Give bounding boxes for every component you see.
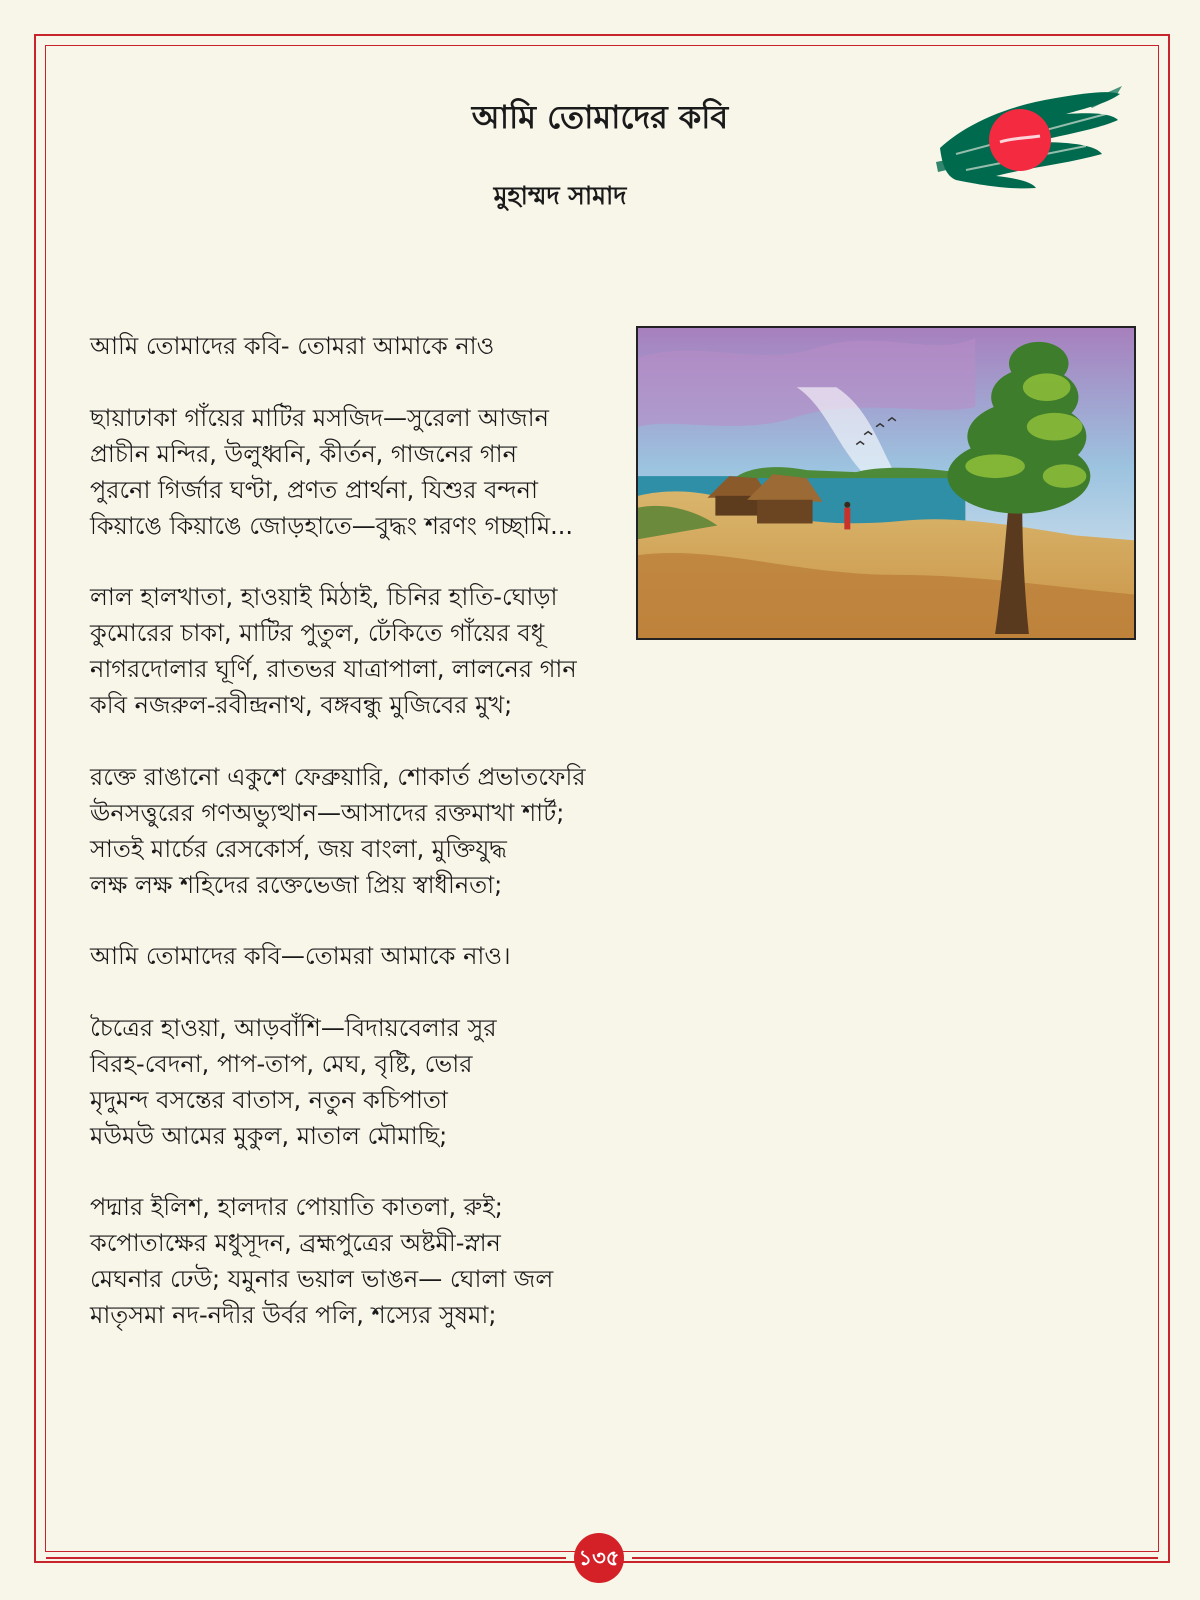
poem-author: মুহাম্মদ সামাদ [493, 181, 627, 210]
poem-line: ছায়াঢাকা গাঁয়ের মাটির মসজিদ—সুরেলা আজান [90, 403, 549, 432]
poem-line: রক্তে রাঙানো একুশে ফেব্রুয়ারি, শোকার্ত প্রভাতফেরি [90, 762, 586, 791]
stanza [90, 1189, 650, 1333]
poem-line: মৃদুমন্দ বসন্তের বাতাস, নতুন কচিপাতা [90, 1085, 448, 1114]
footer-rule-right [632, 1557, 1158, 1559]
poem-line: পুরনো গির্জার ঘণ্টা, প্রণত প্রার্থনা, যিশুর বন্দনা [90, 475, 538, 504]
stanza [90, 400, 650, 544]
stanza [90, 759, 650, 903]
poem-line: চৈত্রের হাওয়া, আড়বাঁশি—বিদায়বেলার সুর [90, 1013, 497, 1042]
poem-line: সাতই মার্চের রেসকোর্স, জয় বাংলা, মুক্তিযুদ্ধ [90, 834, 507, 863]
poem-line: কবি নজরুল-রবীন্দ্রনাথ, বঙ্গবন্ধু মুজিবের মুখ; [90, 691, 513, 719]
poem-line: আমি তোমাদের কবি—তোমরা আমাকে নাও। [90, 942, 511, 970]
poem-body [90, 328, 650, 1369]
poem-line: মেঘনার ঢেউ; যমুনার ভয়াল ভাঙন— ঘোলা জল [90, 1265, 554, 1293]
landscape-painting [636, 326, 1136, 640]
poem-line: প্রাচীন মন্দির, উলুধ্বনি, কীর্তন, গাজনের গান [90, 439, 517, 468]
poem-line: লক্ষ লক্ষ শহিদের রক্তেভেজা প্রিয় স্বাধীনতা; [90, 870, 503, 899]
footer-rule-left [46, 1557, 566, 1559]
poem-line: ঊনসত্তুরের গণঅভ্যুত্থান—আসাদের রক্তমাখা শার্ট; [90, 798, 565, 827]
poem-line: পদ্মার ইলিশ, হালদার পোয়াতি কাতলা, রুই; [90, 1193, 503, 1221]
stanza [90, 579, 650, 723]
poem-line: আমি তোমাদের কবি- তোমরা আমাকে নাও [90, 332, 495, 360]
page-footer [0, 1528, 1200, 1588]
poem-title: আমি তোমাদের কবি [471, 98, 729, 136]
poem-line: কপোতাক্ষের মধুসূদন, ব্রহ্মপুত্রের অষ্টমী-স্নান [90, 1229, 501, 1257]
page-number: ১৩৫ [574, 1533, 624, 1583]
stanza [90, 328, 650, 364]
poem-line: মাতৃসমা নদ-নদীর উর্বর পলি, শস্যের সুষমা; [90, 1301, 497, 1329]
poem-line: বিরহ-বেদনা, পাপ-তাপ, মেঘ, বৃষ্টি, ভোর [90, 1049, 473, 1078]
stanza [90, 938, 650, 974]
poem-line: মউমউ আমের মুকুল, মাতাল মৌমাছি; [90, 1121, 448, 1150]
poem-line: নাগরদোলার ঘূর্ণি, রাতভর যাত্রাপালা, লালনের গান [90, 655, 577, 683]
stanza [90, 1010, 650, 1154]
poem-line: কিয়াঙে কিয়াঙে জোড়হাতে—বুদ্ধং শরণং গচ্ছামি... [90, 511, 574, 540]
poem-line: লাল হালখাতা, হাওয়াই মিঠাই, চিনির হাতি-ঘোড়া [90, 583, 558, 611]
bangladesh-flag-icon [936, 84, 1124, 196]
poem-line: কুমোরের চাকা, মাটির পুতুল, ঢেঁকিতে গাঁয়ের বধূ [90, 619, 545, 647]
